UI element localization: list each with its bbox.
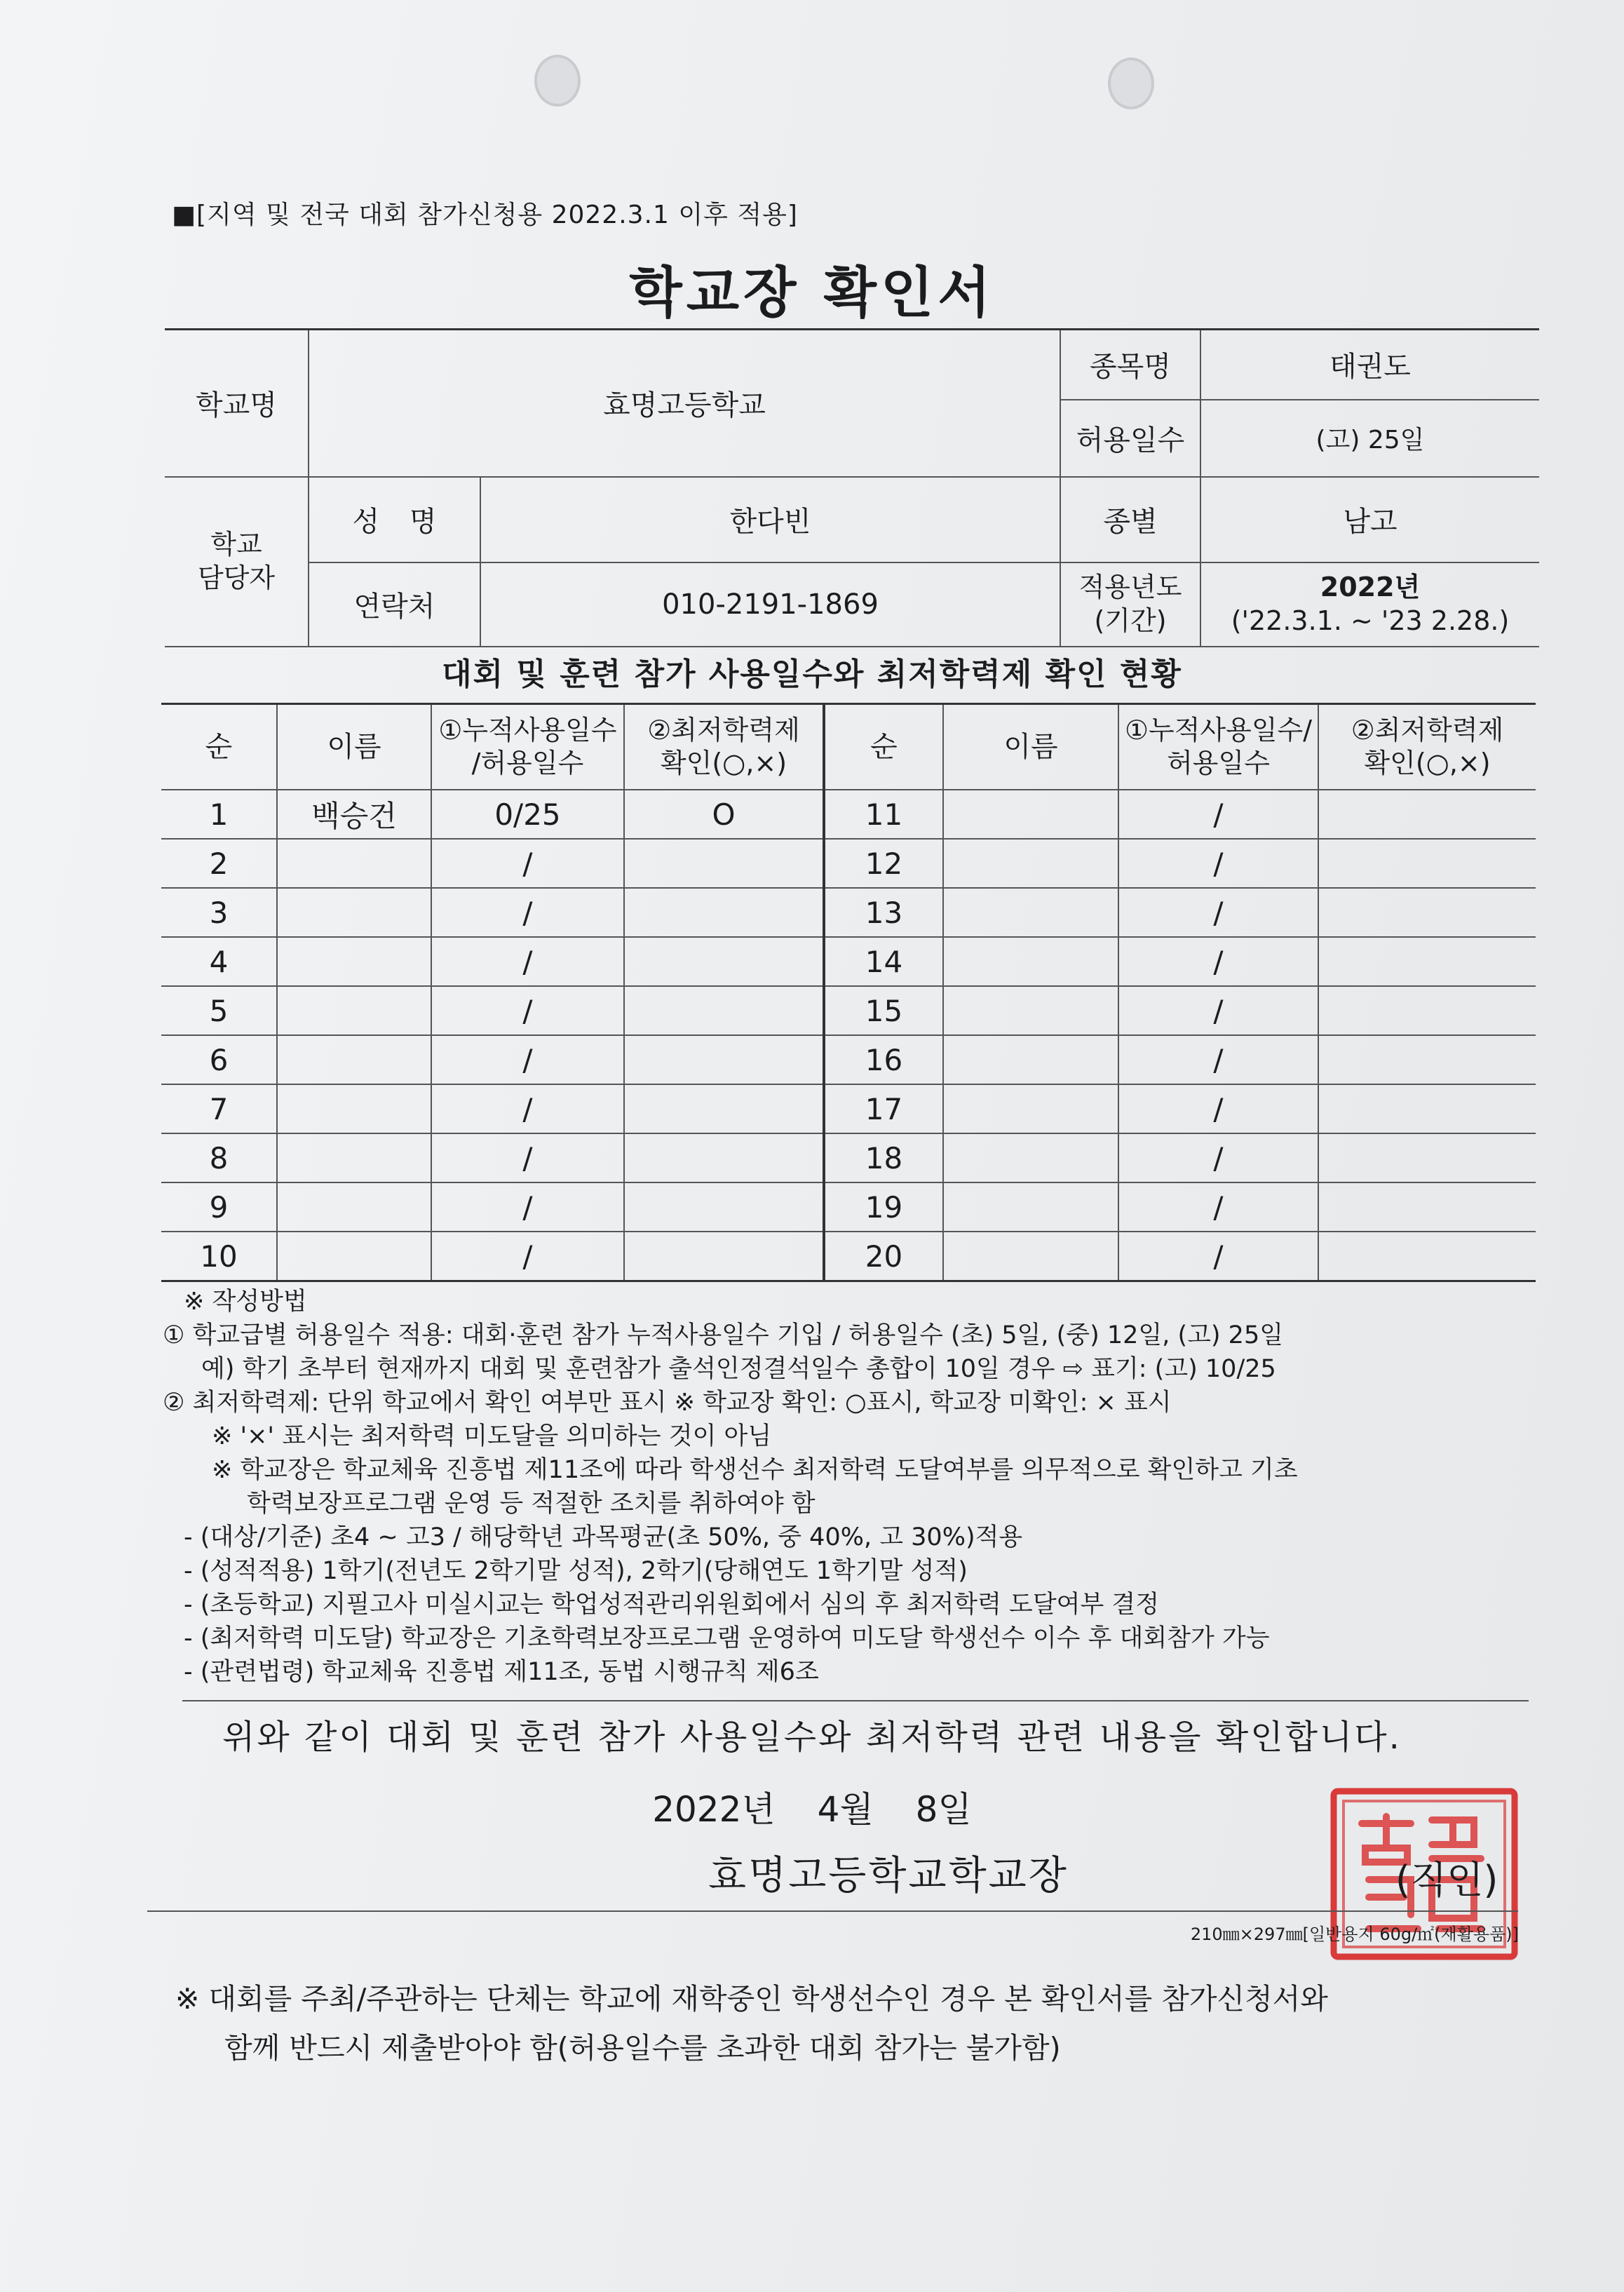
year-value-period: ('22.3.1. ~ '23 2.28.) xyxy=(1231,605,1510,636)
row-name-left xyxy=(277,1232,431,1281)
document-title: 학교장 확인서 xyxy=(629,262,995,325)
col-days-left-line2: /허용일수 xyxy=(471,748,584,778)
row-min-left xyxy=(624,1084,824,1133)
col-min-left-line2: 확인(○,×) xyxy=(660,748,787,778)
col-min-right-line1: ②최저학력제 xyxy=(1351,714,1504,746)
principal-name: 효명고등학교학교장 xyxy=(708,1853,1069,1899)
row-name-left xyxy=(277,1133,431,1182)
col-min-right-line2: 확인(○,×) xyxy=(1364,748,1491,778)
table-row xyxy=(161,937,1536,986)
row-no-left: 4 xyxy=(161,937,277,986)
row-min-right xyxy=(1318,1084,1536,1133)
school-info-table xyxy=(165,328,1539,647)
row-min-right xyxy=(1318,1182,1536,1232)
year-label xyxy=(1060,562,1200,647)
row-no-left: 8 xyxy=(161,1133,277,1182)
table-row xyxy=(161,1182,1536,1232)
detail-1: - (대상/기준) 초4 ~ 고3 / 해당학년 과목평균(초 50%, 중 40%, 고 30%)적용 xyxy=(184,1523,1023,1551)
row-min-left xyxy=(624,1133,824,1182)
row-name-left xyxy=(277,1084,431,1133)
row-days-left: / xyxy=(431,986,624,1035)
detail-2: - (성적적용) 1학기(전년도 2학기말 성적), 2학기(당해연도 1학기말 성적) xyxy=(184,1557,968,1585)
row-no-right: 19 xyxy=(824,1182,943,1232)
col-min-left-line1: ②최저학력제 xyxy=(647,714,800,746)
date-day: 8일 xyxy=(915,1789,972,1830)
row-no-right: 14 xyxy=(824,937,943,986)
row-min-right xyxy=(1318,1232,1536,1281)
row-days-right: / xyxy=(1118,1182,1318,1232)
row-min-right xyxy=(1318,1035,1536,1084)
school-name-label: 학교명 xyxy=(165,330,309,477)
divider-notes xyxy=(182,1700,1529,1701)
date-month: 4월 xyxy=(817,1789,874,1830)
note-2-b-line1: ※ 학교장은 학교체육 진흥법 제11조에 따라 학생선수 최저학력 도달여부를 의무적으로 확인하고 기초 xyxy=(212,1456,1298,1484)
sport-value: 태권도 xyxy=(1200,330,1539,400)
row-name-right xyxy=(943,1182,1118,1232)
row-no-right: 11 xyxy=(824,790,943,839)
table-row xyxy=(161,1035,1536,1084)
row-days-right: / xyxy=(1118,1035,1318,1084)
row-min-right xyxy=(1318,937,1536,986)
section-title: 대회 및 훈련 참가 사용일수와 최저학력제 확인 현황 xyxy=(442,656,1182,692)
note-2-b-line2: 학력보장프로그램 운영 등 적절한 조치를 취하여야 함 xyxy=(247,1490,816,1518)
row-name-right xyxy=(943,937,1118,986)
row-name-right xyxy=(943,888,1118,937)
note-1: ① 학교급별 허용일수 적용: 대회·훈련 참가 누적사용일수 기입 / 허용일수 (초) 5일, (중) 12일, (고) 25일 xyxy=(163,1321,1284,1349)
row-min-right xyxy=(1318,888,1536,937)
detail-5: - (관련법령) 학교체육 진흥법 제11조, 동법 시행규칙 제6조 xyxy=(184,1658,819,1686)
col-no-left: 순 xyxy=(161,704,277,790)
contact-value: 010-2191-1869 xyxy=(480,562,1060,647)
row-days-left: / xyxy=(431,839,624,888)
row-days-left: / xyxy=(431,1084,624,1133)
writing-instructions xyxy=(163,1285,1537,1689)
notes-heading: ※ 작성방법 xyxy=(184,1288,307,1316)
row-no-right: 15 xyxy=(824,986,943,1035)
detail-3: - (초등학교) 지필고사 미실시교는 학업성적관리위원회에서 심의 후 최저학력 도달여부 결정 xyxy=(184,1591,1160,1619)
row-min-left xyxy=(624,1035,824,1084)
row-no-right: 18 xyxy=(824,1133,943,1182)
col-name-right: 이름 xyxy=(943,704,1118,790)
table-row xyxy=(161,790,1536,839)
row-name-left xyxy=(277,839,431,888)
row-days-right: / xyxy=(1118,790,1318,839)
year-label-line2: (기간) xyxy=(1094,605,1167,636)
punch-hole-left xyxy=(534,55,581,107)
table-row xyxy=(161,888,1536,937)
col-days-left-line1: ①누적사용일수 xyxy=(438,714,617,746)
row-no-right: 20 xyxy=(824,1232,943,1281)
row-days-right: / xyxy=(1118,1133,1318,1182)
paper-spec: 210㎜×297㎜[일반용지 60g/㎡(재활용품)] xyxy=(1190,1924,1519,1944)
col-min-right xyxy=(1318,704,1536,790)
footer-line2: 함께 반드시 제출받아야 함(허용일수를 초과한 대회 참가는 불가함) xyxy=(224,2031,1061,2065)
row-name-right xyxy=(943,1133,1118,1182)
table-row xyxy=(161,1084,1536,1133)
note-1-example: 예) 학기 초부터 현재까지 대회 및 훈련참가 출석인정결석일수 총합이 10일 경우 ⇨ 표기: (고) 10/25 xyxy=(201,1355,1276,1383)
row-days-right: / xyxy=(1118,1084,1318,1133)
table-row xyxy=(161,1232,1536,1281)
row-name-right xyxy=(943,1084,1118,1133)
col-min-left xyxy=(624,704,824,790)
row-days-left: / xyxy=(431,1133,624,1182)
row-min-right xyxy=(1318,790,1536,839)
row-name-left xyxy=(277,937,431,986)
school-name-value: 효명고등학교 xyxy=(309,330,1060,477)
date-year: 2022년 xyxy=(652,1789,776,1830)
row-name-left xyxy=(277,888,431,937)
row-days-left: / xyxy=(431,937,624,986)
row-no-left: 2 xyxy=(161,839,277,888)
row-min-right xyxy=(1318,1133,1536,1182)
footer-line1: ※ 대회를 주최/주관하는 단체는 학교에 재학중인 학생선수인 경우 본 확인서를 참가신청서와 xyxy=(175,1982,1328,2016)
row-days-right: / xyxy=(1118,937,1318,986)
row-days-left: / xyxy=(431,1035,624,1084)
detail-4: - (최저학력 미도달) 학교장은 기초학력보장프로그램 운영하여 미도달 학생선수 이수 후 대회참가 가능 xyxy=(184,1624,1270,1652)
col-name-left: 이름 xyxy=(277,704,431,790)
row-name-right xyxy=(943,1035,1118,1084)
row-no-left: 6 xyxy=(161,1035,277,1084)
manager-label xyxy=(165,477,309,647)
note-2-a: ※ '×' 표시는 최저학력 미도달을 의미하는 것이 아님 xyxy=(212,1422,772,1450)
row-min-left xyxy=(624,986,824,1035)
row-no-right: 12 xyxy=(824,839,943,888)
row-no-right: 16 xyxy=(824,1035,943,1084)
row-days-right: / xyxy=(1118,1232,1318,1281)
contact-label: 연락처 xyxy=(309,562,480,647)
name-label: 성 명 xyxy=(309,477,480,562)
note-2: ② 최저학력제: 단위 학교에서 확인 여부만 표시 ※ 학교장 확인: ○표시, 학교장 미확인: × 표시 xyxy=(163,1389,1172,1417)
col-days-right xyxy=(1118,704,1318,790)
allowed-days-label: 허용일수 xyxy=(1060,400,1200,477)
sport-label: 종목명 xyxy=(1060,330,1200,400)
row-name-right xyxy=(943,790,1118,839)
row-min-left xyxy=(624,1232,824,1281)
col-days-right-line1: ①누적사용일수/ xyxy=(1124,714,1313,746)
table-row xyxy=(161,839,1536,888)
row-name-right xyxy=(943,839,1118,888)
row-min-right xyxy=(1318,839,1536,888)
row-min-left xyxy=(624,1182,824,1232)
row-name-right xyxy=(943,1232,1118,1281)
row-min-right xyxy=(1318,986,1536,1035)
row-name-left: 백승건 xyxy=(277,790,431,839)
row-days-right: / xyxy=(1118,839,1318,888)
col-days-right-line2: 허용일수 xyxy=(1167,748,1270,778)
name-value: 한다빈 xyxy=(480,477,1060,562)
row-name-right xyxy=(943,986,1118,1035)
manager-label-line2: 담당자 xyxy=(197,562,276,593)
manager-label-line1: 학교 xyxy=(210,529,262,560)
col-days-left xyxy=(431,704,624,790)
row-no-left: 3 xyxy=(161,888,277,937)
row-days-left: / xyxy=(431,1182,624,1232)
year-value-year: 2022년 xyxy=(1320,572,1421,602)
header-note: ■[지역 및 전국 대회 참가신청용 2022.3.1 이후 적용] xyxy=(172,201,798,229)
row-days-left: / xyxy=(431,1232,624,1281)
row-min-left: O xyxy=(624,790,824,839)
row-no-left: 7 xyxy=(161,1084,277,1133)
year-value xyxy=(1200,562,1539,647)
allowed-days-value: (고) 25일 xyxy=(1200,400,1539,477)
row-no-left: 5 xyxy=(161,986,277,1035)
row-name-left xyxy=(277,1182,431,1232)
row-min-left xyxy=(624,937,824,986)
row-min-left xyxy=(624,839,824,888)
confirmation-text: 위와 같이 대회 및 훈련 참가 사용일수와 최저학력 관련 내용을 확인합니다. xyxy=(222,1718,1402,1757)
row-days-right: / xyxy=(1118,986,1318,1035)
col-no-right: 순 xyxy=(824,704,943,790)
participation-status-table xyxy=(161,703,1536,1282)
row-no-right: 13 xyxy=(824,888,943,937)
row-no-right: 17 xyxy=(824,1084,943,1133)
row-name-left xyxy=(277,1035,431,1084)
row-no-left: 10 xyxy=(161,1232,277,1281)
row-days-left: / xyxy=(431,888,624,937)
category-value: 남고 xyxy=(1200,477,1539,562)
category-label: 종별 xyxy=(1060,477,1200,562)
footer-notice xyxy=(175,1974,1328,2072)
row-min-left xyxy=(624,888,824,937)
seal-label: (직인) xyxy=(1395,1858,1498,1902)
row-days-right: / xyxy=(1118,888,1318,937)
table-row xyxy=(161,1133,1536,1182)
row-no-left: 1 xyxy=(161,790,277,839)
row-no-left: 9 xyxy=(161,1182,277,1232)
table-row xyxy=(161,986,1536,1035)
row-name-left xyxy=(277,986,431,1035)
year-label-line1: 적용년도 xyxy=(1078,572,1182,602)
row-days-left: 0/25 xyxy=(431,790,624,839)
punch-hole-right xyxy=(1108,58,1154,109)
divider-signature xyxy=(147,1910,1518,1912)
